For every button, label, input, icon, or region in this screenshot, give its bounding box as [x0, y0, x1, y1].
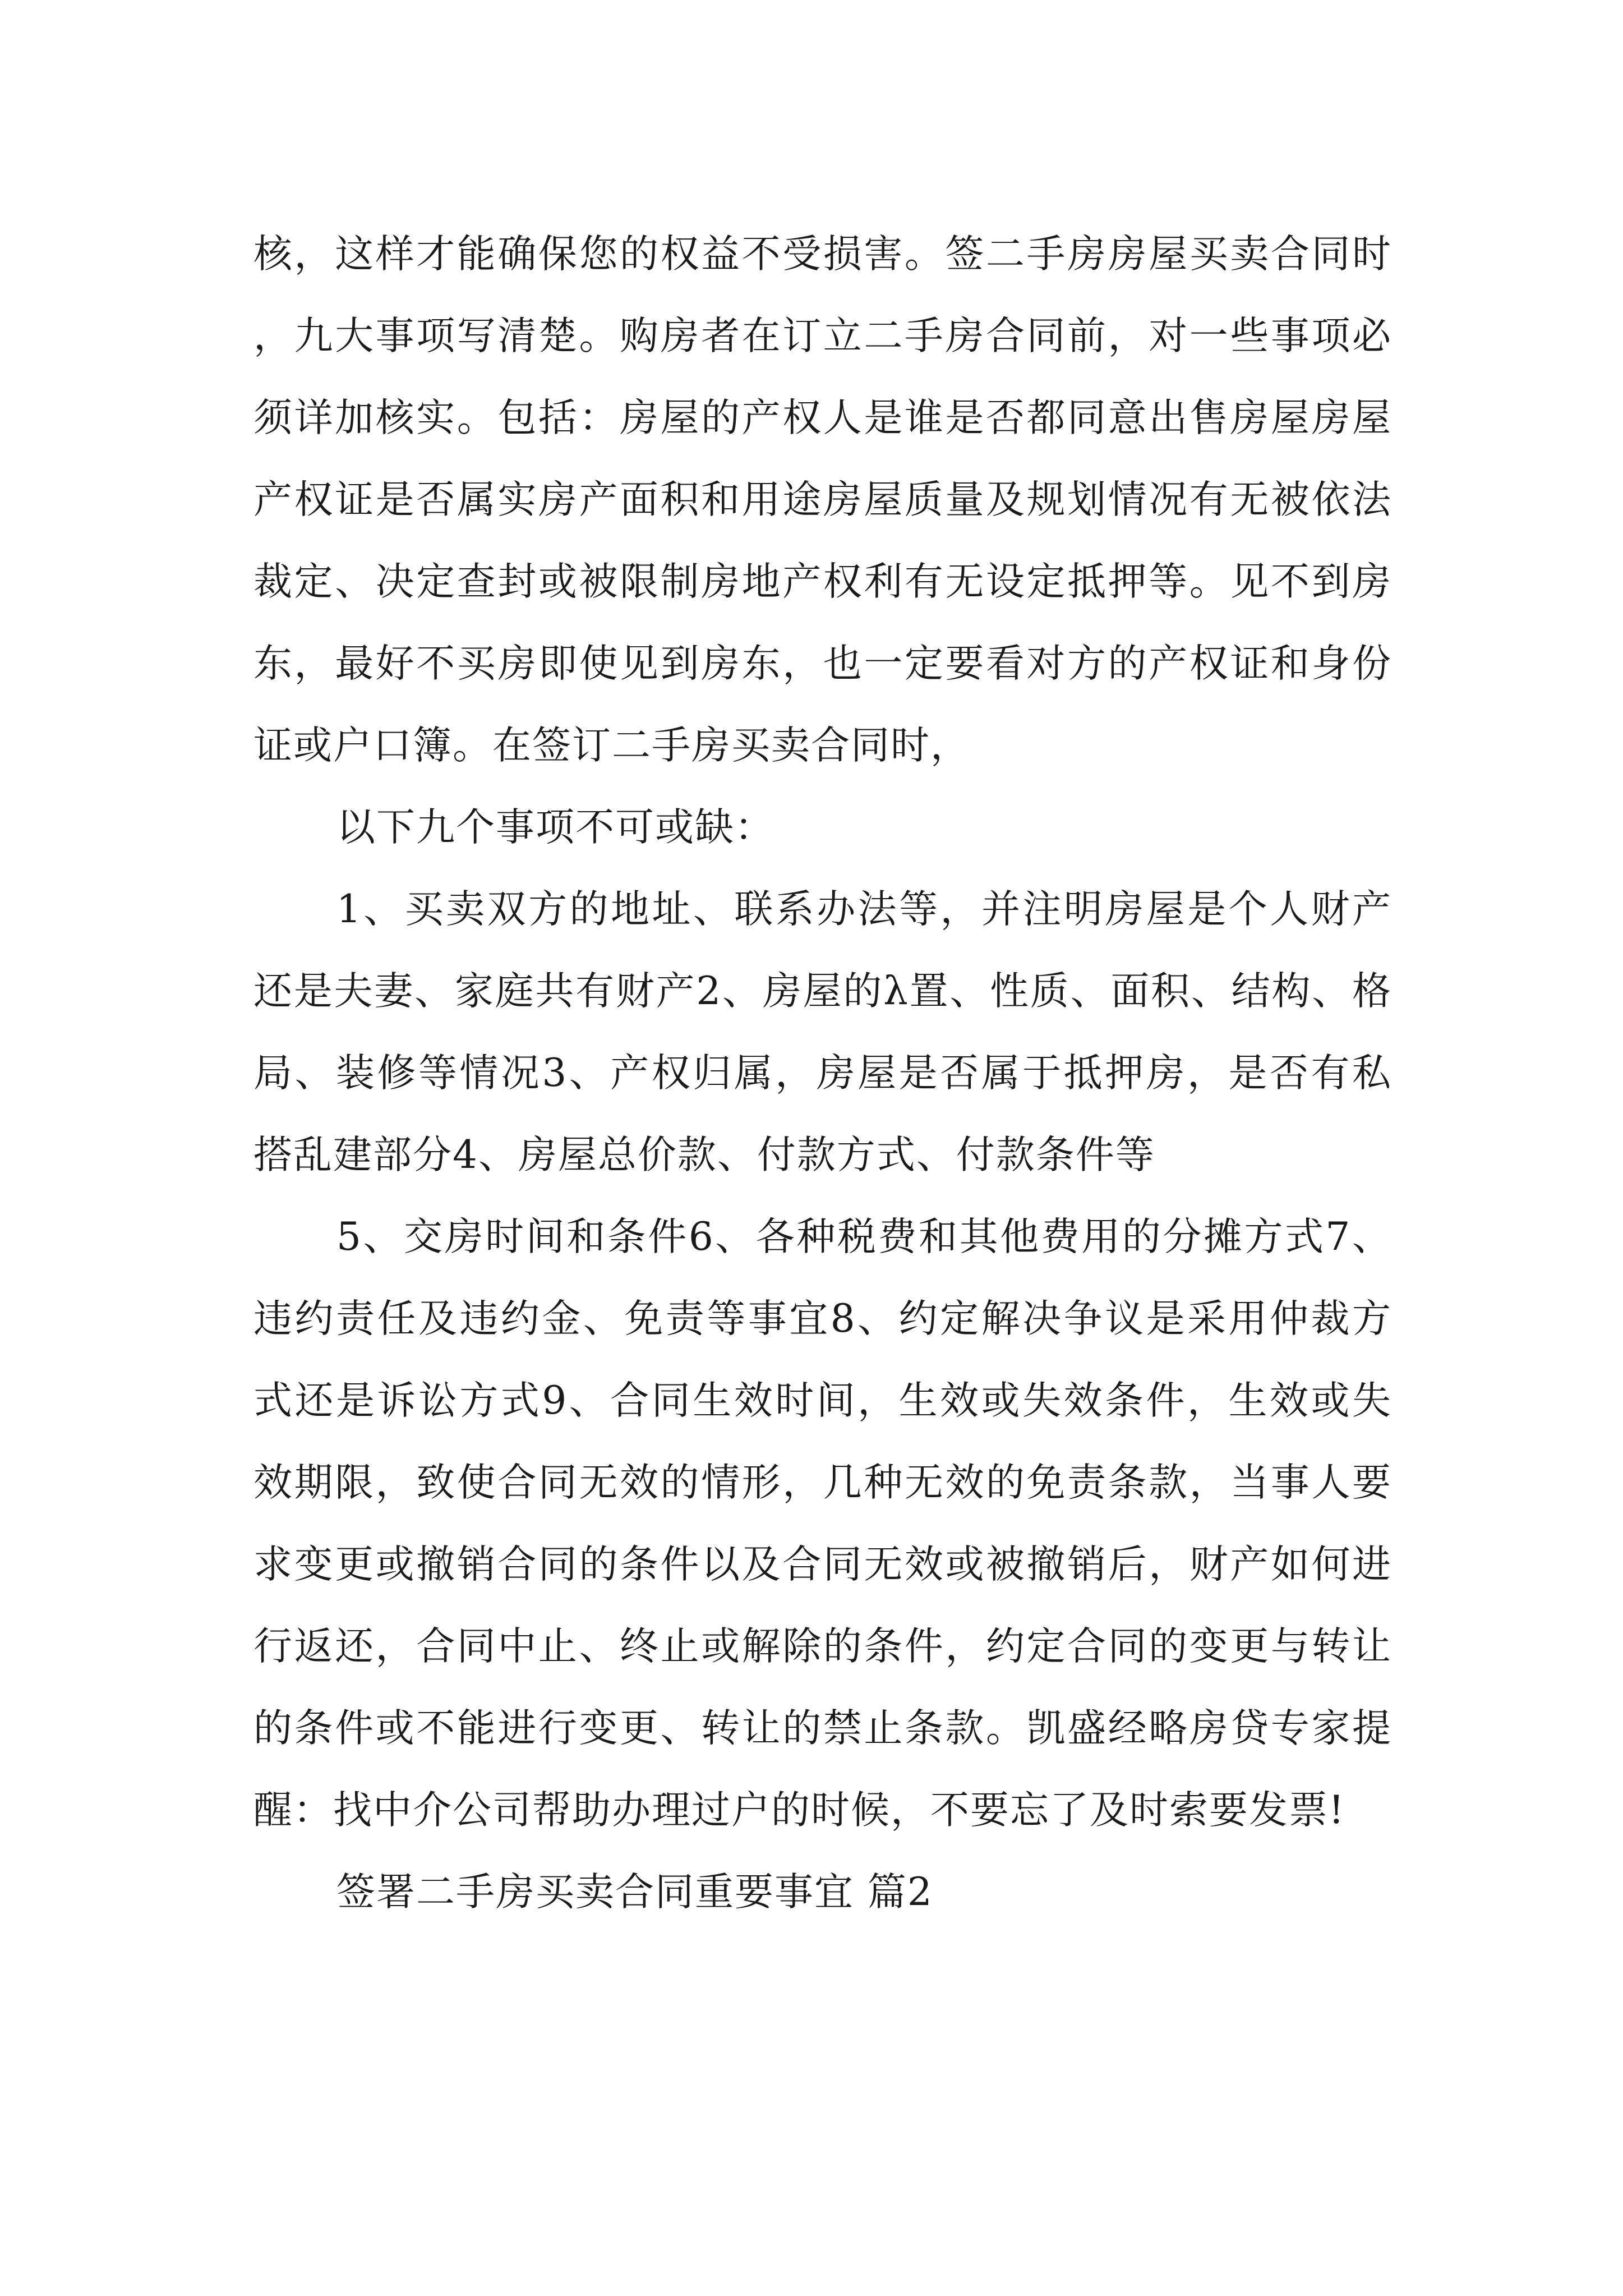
- paragraph-nine-items-heading: 以下九个事项不可或缺：: [336, 805, 774, 850]
- paragraph-items-1-4: 1、买卖双方的地址、联系办法等，并注明房屋是个人财产还是夫妻、家庭共有财产2、房屋的λ置、性质、面积、结构、格局、装修等情况3、产权归属，房屋是否属于抵押房，是否有私搭乱建部分4、房屋总价款、付款方式、付款条件等: [253, 887, 1392, 1177]
- paragraph-intro: 核，这样才能确保您的权益不受损害。签二手房房屋买卖合同时，九大事项写清楚。购房者在订立二手房合同前，对一些事项必须详加核实。包括：房屋的产权人是谁是否都同意出售房屋房屋产权证是否属实房产面积和用途房屋质量及规划情况有无被依法裁定、决定查封或被限制房地产权利有无设定抵押等。见不到房东，最好不买房即使见到房东，也一定要看对方的产权证和身份证或户口簿。在签订二手房买卖合同时，: [253, 232, 1392, 768]
- paragraph-items-5-9: 5、交房时间和条件6、各种税费和其他费用的分摊方式7、违约责任及违约金、免责等事宜8、约定解决争议是采用仲裁方式还是诉讼方式9、合同生效时间，生效或失效条件，生效或失效期限，致使合同无效的情形，几种无效的免责条款，当事人要求变更或撤销合同的条件以及合同无效或被撤销后，财产如何进行返还，合同中止、终止或解除的条件，约定合同的变更与转让的条件或不能进行变更、转让的禁止条款。凯盛经略房贷专家提醒：找中介公司帮助办理过户的时候，不要忘了及时索要发票!: [253, 1214, 1392, 1833]
- document-body: [253, 213, 1392, 1933]
- section-heading-part-2: 签署二手房买卖合同重要事宜 篇2: [336, 1870, 933, 1915]
